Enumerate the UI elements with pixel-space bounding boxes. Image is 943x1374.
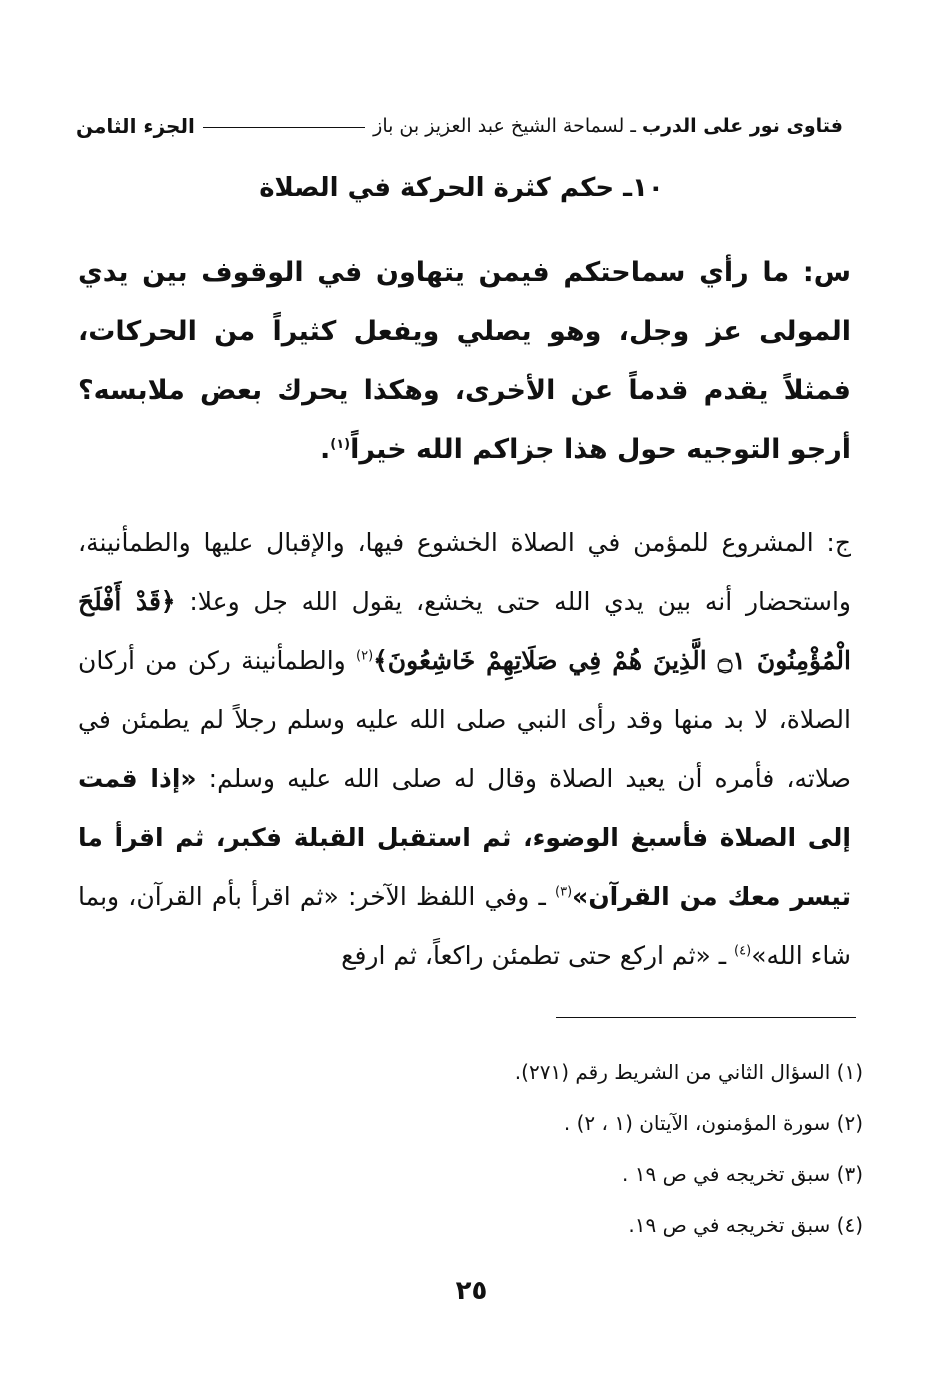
page-number: ٢٥ <box>455 1276 488 1306</box>
footnote-separator <box>556 1017 856 1018</box>
question-paragraph <box>78 243 851 479</box>
running-header <box>76 104 843 148</box>
hadith-quote-2: «ثم اقرأ بأم القرآن، وبما شاء الله» <box>78 882 851 970</box>
answer-text-4: ـ «ثم اركع حتى تطمئن راكعاً، ثم ارفع <box>341 941 735 970</box>
footnote-2: (٢) سورة المؤمنون، الآيتان (١ ، ٢) . <box>563 1111 863 1135</box>
footnotes-list <box>300 1047 863 1251</box>
footnote-1: (١) السؤال الثاني من الشريط رقم (٢٧١). <box>514 1060 863 1084</box>
part-label: الجزء الثامن <box>76 114 195 138</box>
question-end: . <box>320 434 331 465</box>
footnote-ref-1[interactable]: (١) <box>330 437 351 452</box>
question-prefix: س: <box>789 257 851 288</box>
footnote-3: (٣) سبق تخريجه في ص ١٩ . <box>622 1162 863 1186</box>
author-name: ـ لسماحة الشيخ عبد العزيز بن باز <box>373 115 636 137</box>
section-title: ١٠ـ حكم كثرة الحركة في الصلاة <box>259 173 664 203</box>
header-rule <box>203 127 365 128</box>
footnote-ref-2[interactable]: (٢) <box>356 648 374 664</box>
question-text: ما رأي سماحتكم فيمن يتهاون في الوقوف بين يدي المولى عز وجل، وهو يصلي ويفعل كثيراً من الحركات، فمثلاً يقدم قدماً عن الأخرى، وهكذا يحرك بعض ملابسه؟ أرجو التوجيه حول هذا جزاكم الله خيراً <box>78 257 851 465</box>
answer-text-2: والطمأنينة ركن من أركان الصلاة، لا بد منها وقد رأى النبي صلى الله عليه وسلم رجلاً لم يطمئن في صلاته، فأمره أن يعيد الصلاة وقال له صلى الله عليه وسلم: <box>78 646 852 793</box>
footnote-ref-4[interactable]: (٤) <box>734 943 752 959</box>
answer-paragraph <box>78 513 851 985</box>
quran-verse: ﴿قَدْ أَفْلَحَ الْمُؤْمِنُونَ ۝١ الَّذِينَ هُمْ فِي صَلَاتِهِمْ خَاشِعُونَ﴾ <box>78 587 851 675</box>
answer-text-1: ج: المشروع للمؤمن في الصلاة الخشوع فيها، والإقبال عليها والطمأنينة، واستحضار أنه بين يدي الله حتى يخشع، يقول الله جل وعلا: <box>78 528 851 616</box>
footnote-ref-3[interactable]: (٣) <box>555 884 573 900</box>
answer-text-3: ـ وفي اللفظ الآخر: <box>338 882 556 911</box>
footnote-4: (٤) سبق تخريجه في ص ١٩. <box>628 1213 863 1237</box>
header-book-title <box>373 115 843 137</box>
book-title: فتاوى نور على الدرب <box>642 115 843 137</box>
hadith-quote-1: «إذا قمت إلى الصلاة فأسبغ الوضوء، ثم استقبل القبلة فكبر، ثم اقرأ ما تيسر معك من القرآن» <box>78 764 851 911</box>
